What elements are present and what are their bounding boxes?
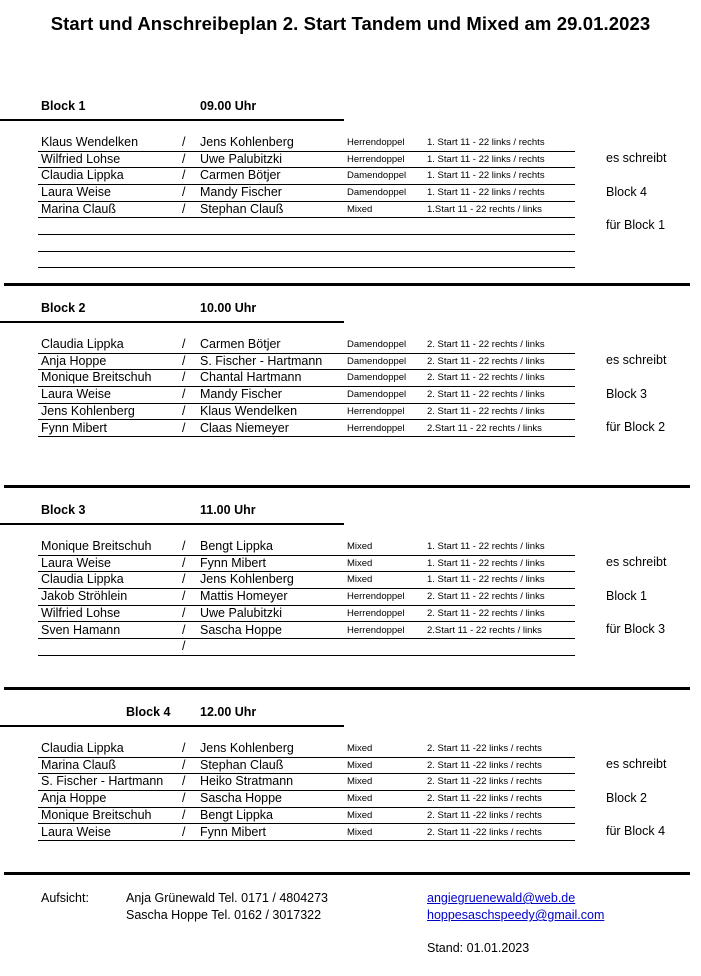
table-row: [38, 623, 575, 640]
start-info: 1. Start 11 - 22 rechts / links: [427, 574, 545, 586]
player-1: Klaus Wendelken: [41, 135, 139, 149]
pair-separator: /: [182, 791, 186, 806]
pair-separator: /: [182, 572, 186, 587]
start-info: 1.Start 11 - 22 rechts / links: [427, 203, 542, 215]
player-1: Wilfried Lohse: [41, 605, 121, 620]
table-row: [38, 337, 575, 354]
pair-separator: /: [182, 824, 186, 839]
discipline: Mixed: [347, 759, 373, 771]
writer-note: es schreibt: [606, 353, 667, 367]
discipline: Herrendoppel: [347, 153, 405, 165]
table-row: [38, 808, 575, 825]
pair-separator: /: [182, 555, 186, 570]
discipline: Herrendoppel: [347, 591, 405, 603]
start-info: 2. Start 11 - 22 rechts / links: [427, 339, 545, 350]
start-info: 2. Start 11 -22 links / rechts: [427, 793, 542, 805]
start-info: 2. Start 11 -22 links / rechts: [427, 826, 542, 838]
discipline: Damendoppel: [347, 389, 407, 401]
player-2: Claas Niemeyer: [200, 420, 289, 435]
table-row: [38, 572, 575, 589]
row-underline: [38, 655, 575, 656]
discipline: Mixed: [347, 826, 373, 838]
player-1: Anja Hoppe: [41, 791, 107, 806]
player-1: Monique Breitschuh: [41, 370, 152, 385]
table-row: [38, 825, 575, 842]
block-header: [0, 503, 344, 525]
table-row: [38, 185, 575, 202]
start-info: 2.Start 11 - 22 rechts / links: [427, 422, 542, 434]
separator: [4, 283, 690, 286]
table-row: [38, 539, 575, 556]
discipline: Herrendoppel: [347, 137, 405, 148]
player-2: Fynn Mibert: [200, 555, 266, 570]
row-underline: [38, 267, 575, 268]
table-row: [38, 741, 575, 758]
block-time: 11.00 Uhr: [200, 503, 256, 517]
player-2: Chantal Hartmann: [200, 370, 302, 385]
writer-note: Block 3: [606, 386, 647, 401]
start-info: 2. Start 11 - 22 rechts / links: [427, 591, 545, 603]
table-row: [38, 235, 575, 252]
player-2: Heiko Stratmann: [200, 774, 294, 789]
email-link-2[interactable]: hoppesaschspeedy@gmail.com: [427, 908, 605, 922]
player-1: Marina Clauß: [41, 757, 117, 772]
player-2: Bengt Lippka: [200, 807, 273, 822]
writer-note: für Block 1: [606, 218, 666, 232]
start-info: 2. Start 11 -22 links / rechts: [427, 776, 542, 788]
player-2: Sascha Hoppe: [200, 622, 283, 637]
start-info: 2. Start 11 - 22 rechts / links: [427, 607, 545, 619]
player-1: Jens Kohlenberg: [41, 403, 135, 418]
player-1: Laura Weise: [41, 555, 111, 570]
player-2: Stephan Clauß: [200, 757, 284, 772]
table-row: [38, 556, 575, 573]
separator: [4, 485, 690, 488]
writer-note: für Block 4: [606, 824, 666, 838]
pair-separator: /: [182, 539, 186, 553]
table-row: [38, 135, 575, 152]
start-info: 1. Start 11 - 22 links / rechts: [427, 153, 545, 165]
discipline: Herrendoppel: [347, 607, 405, 619]
table-row: [38, 370, 575, 387]
start-info: 1. Start 11 - 22 links / rechts: [427, 137, 545, 148]
pair-separator: /: [182, 605, 186, 620]
table-row: [38, 639, 575, 656]
pair-separator: /: [182, 201, 186, 216]
player-1: Marina Clauß: [41, 201, 117, 216]
block-header: [0, 705, 344, 727]
supervision-label: Aufsicht:: [41, 891, 89, 905]
page-title: Start und Anschreibeplan 2. Start Tandem und Mixed am 29.01.2023: [50, 13, 651, 34]
start-info: 1. Start 11 - 22 rechts / links: [427, 557, 545, 569]
discipline: Mixed: [347, 776, 373, 788]
writer-note: Block 1: [606, 588, 647, 603]
pair-separator: /: [182, 757, 186, 772]
start-info: 2. Start 11 - 22 rechts / links: [427, 355, 545, 367]
player-2: Carmen Bötjer: [200, 337, 281, 351]
player-1: Claudia Lippka: [41, 572, 124, 587]
pair-separator: /: [182, 151, 186, 166]
player-2: S. Fischer - Hartmann: [200, 353, 323, 368]
block-time: 12.00 Uhr: [200, 705, 257, 719]
writer-note: Block 4: [606, 184, 647, 199]
player-2: Uwe Palubitzki: [200, 151, 282, 166]
block-name: Block 2: [41, 301, 86, 315]
discipline: Damendoppel: [347, 372, 407, 384]
writer-note: für Block 3: [606, 622, 666, 636]
player-2: Jens Kohlenberg: [200, 741, 294, 755]
discipline: Mixed: [347, 809, 373, 821]
player-2: Mattis Homeyer: [200, 589, 288, 604]
table-row: [38, 791, 575, 808]
player-2: Bengt Lippka: [200, 539, 273, 553]
row-underline: [38, 436, 575, 437]
discipline: Mixed: [347, 574, 373, 586]
start-info: 2.Start 11 - 22 rechts / links: [427, 624, 542, 636]
start-info: 2. Start 11 - 22 rechts / links: [427, 372, 545, 384]
start-info: 2. Start 11 - 22 rechts / links: [427, 389, 545, 401]
writer-note: es schreibt: [606, 757, 667, 771]
player-2: Mandy Fischer: [200, 185, 282, 200]
pair-separator: /: [182, 403, 186, 418]
discipline: Damendoppel: [347, 170, 407, 182]
supervisor-1: Anja Grünewald Tel. 0171 / 4804273: [126, 891, 329, 905]
table-row: [38, 202, 575, 219]
pair-separator: /: [182, 135, 186, 149]
block-name: Block 4: [126, 705, 171, 719]
discipline: Mixed: [347, 557, 373, 569]
player-1: Laura Weise: [41, 185, 111, 200]
start-info: 1. Start 11 - 22 rechts / links: [427, 541, 545, 552]
discipline: Mixed: [347, 541, 373, 552]
pair-separator: /: [182, 639, 186, 654]
player-2: Uwe Palubitzki: [200, 605, 282, 620]
writer-note: es schreibt: [606, 151, 667, 165]
pair-separator: /: [182, 185, 186, 200]
start-info: 2. Start 11 -22 links / rechts: [427, 743, 542, 754]
writer-note: es schreibt: [606, 555, 667, 569]
start-info: 2. Start 11 -22 links / rechts: [427, 809, 542, 821]
table-row: [38, 252, 575, 269]
table-row: [38, 387, 575, 404]
block-header: [0, 99, 344, 121]
block-header: [0, 301, 344, 323]
discipline: Damendoppel: [347, 355, 407, 367]
player-1: Claudia Lippka: [41, 741, 124, 755]
pair-separator: /: [182, 370, 186, 385]
player-1: Wilfried Lohse: [41, 151, 121, 166]
row-underline: [38, 840, 575, 841]
writer-note: für Block 2: [606, 420, 666, 434]
table-row: [38, 589, 575, 606]
player-2: Stephan Clauß: [200, 201, 284, 216]
pair-separator: /: [182, 337, 186, 351]
pair-separator: /: [182, 741, 186, 755]
separator: [4, 687, 690, 690]
email-link-1[interactable]: angiegruenewald@web.de: [427, 891, 576, 905]
player-1: Sven Hamann: [41, 622, 121, 637]
pair-separator: /: [182, 589, 186, 604]
table-row: [38, 152, 575, 169]
start-info: 2. Start 11 -22 links / rechts: [427, 759, 542, 771]
player-2: Carmen Bötjer: [200, 168, 281, 183]
player-1: Fynn Mibert: [41, 420, 107, 435]
discipline: Herrendoppel: [347, 422, 405, 434]
table-row: [38, 421, 575, 438]
player-2: Fynn Mibert: [200, 824, 266, 839]
pair-separator: /: [182, 168, 186, 183]
table-row: [38, 354, 575, 371]
player-2: Mandy Fischer: [200, 387, 282, 402]
player-1: Monique Breitschuh: [41, 807, 152, 822]
pair-separator: /: [182, 807, 186, 822]
start-info: 2. Start 11 - 22 rechts / links: [427, 405, 545, 417]
player-1: Claudia Lippka: [41, 168, 124, 183]
table-row: [38, 758, 575, 775]
start-info: 1. Start 11 - 22 links / rechts: [427, 170, 545, 182]
discipline: Mixed: [347, 793, 373, 805]
block-name: Block 3: [41, 503, 86, 517]
pair-separator: /: [182, 420, 186, 435]
player-2: Klaus Wendelken: [200, 403, 298, 418]
table-row: [38, 168, 575, 185]
table-row: [38, 219, 575, 236]
discipline: Damendoppel: [347, 187, 407, 199]
table-row: [38, 404, 575, 421]
discipline: Herrendoppel: [347, 624, 405, 636]
pair-separator: /: [182, 774, 186, 789]
supervisor-2: Sascha Hoppe Tel. 0162 / 3017322: [126, 908, 322, 922]
player-2: Jens Kohlenberg: [200, 135, 294, 149]
writer-note: Block 2: [606, 790, 647, 805]
player-1: Claudia Lippka: [41, 337, 124, 351]
pair-separator: /: [182, 387, 186, 402]
player-1: Laura Weise: [41, 824, 111, 839]
discipline: Mixed: [347, 743, 373, 754]
pair-separator: /: [182, 622, 186, 637]
block-time: 09.00 Uhr: [200, 99, 257, 113]
start-info: 1. Start 11 - 22 links / rechts: [427, 187, 545, 199]
player-1: Jakob Ströhlein: [41, 589, 128, 604]
block-name: Block 1: [41, 99, 86, 113]
pair-separator: /: [182, 353, 186, 368]
player-2: Sascha Hoppe: [200, 791, 283, 806]
player-2: Jens Kohlenberg: [200, 572, 294, 587]
player-1: Laura Weise: [41, 387, 111, 402]
stand-date: Stand: 01.01.2023: [427, 941, 530, 955]
player-1: Anja Hoppe: [41, 353, 107, 368]
table-row: [38, 774, 575, 791]
player-1: S. Fischer - Hartmann: [41, 774, 164, 789]
discipline: Damendoppel: [347, 339, 407, 350]
separator: [4, 872, 690, 875]
player-1: Monique Breitschuh: [41, 539, 152, 553]
discipline: Mixed: [347, 203, 373, 215]
discipline: Herrendoppel: [347, 405, 405, 417]
block-time: 10.00 Uhr: [200, 301, 257, 315]
table-row: [38, 606, 575, 623]
